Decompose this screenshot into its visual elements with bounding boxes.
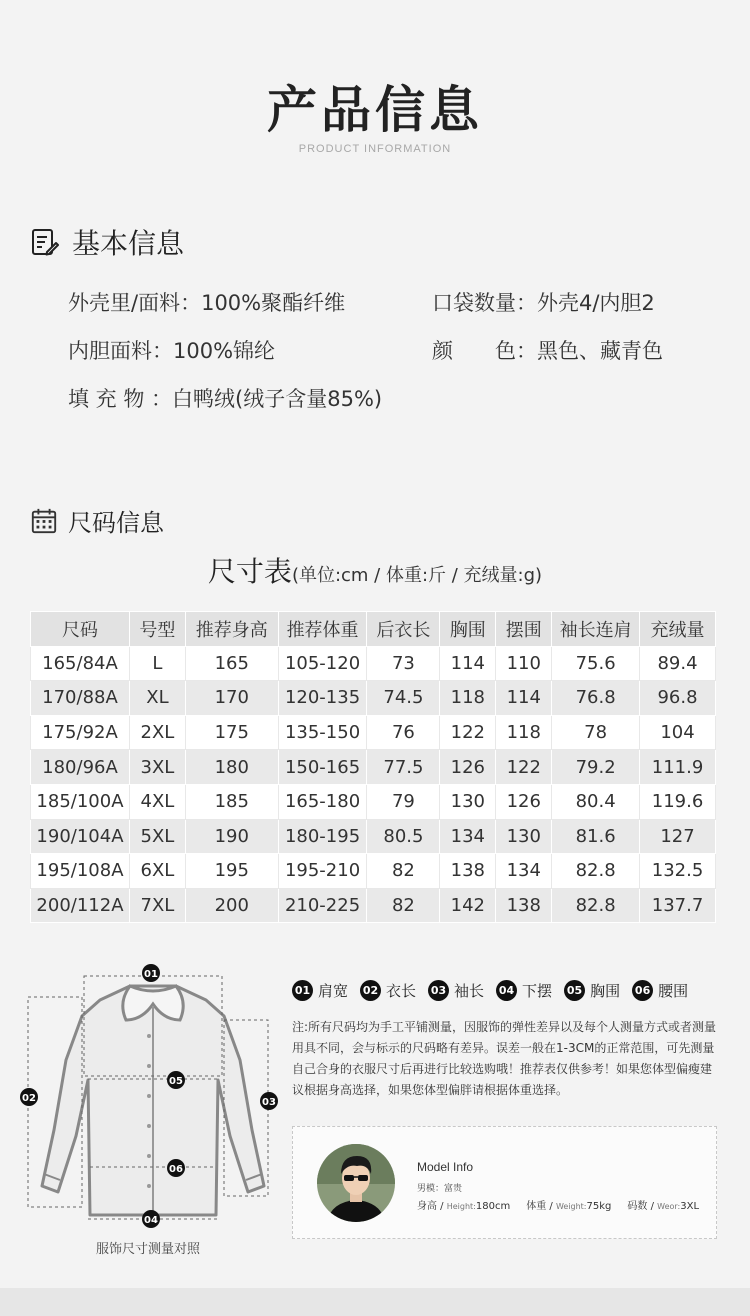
table-cell: 82 [367, 888, 440, 923]
marker-04 [142, 1210, 160, 1228]
table-cell: 110 [496, 646, 552, 681]
table-cell: 180-195 [278, 819, 367, 854]
table-cell: 130 [440, 784, 496, 819]
table-cell: 127 [640, 819, 716, 854]
table-cell: 122 [496, 750, 552, 785]
table-cell: 200/112A [31, 888, 130, 923]
marker-06 [167, 1159, 185, 1177]
marker-03 [260, 1092, 278, 1110]
table-cell: 6XL [129, 854, 185, 889]
lining-value: 100%锦纶 [173, 339, 276, 363]
table-cell: 170/88A [31, 681, 130, 716]
legend-item [632, 980, 688, 1001]
svg-text:03: 03 [262, 1097, 276, 1108]
filling-info [68, 383, 382, 413]
basic-info-heading [30, 222, 184, 262]
table-cell: 119.6 [640, 784, 716, 819]
legend-number: 03 [428, 980, 449, 1001]
marker-05 [167, 1071, 185, 1089]
model-info-title: Model Info [417, 1160, 474, 1174]
size-table-column-header: 号型 [129, 612, 185, 647]
table-cell: 7XL [129, 888, 185, 923]
filling-label: 填 充 物 ： [68, 387, 173, 411]
table-cell: 2XL [129, 715, 185, 750]
lining-label: 内胆面料： [68, 339, 173, 363]
page-title: 产品信息 [267, 81, 483, 139]
legend-item [428, 980, 484, 1001]
size-info-heading [30, 503, 164, 538]
table-cell: 195 [185, 854, 278, 889]
size-table-title [0, 550, 750, 590]
table-cell: 210-225 [278, 888, 367, 923]
table-cell: 185 [185, 784, 278, 819]
svg-text:04: 04 [144, 1215, 158, 1226]
measurement-legend [292, 980, 700, 1001]
table-cell: 96.8 [640, 681, 716, 716]
model-avatar [317, 1144, 395, 1222]
table-cell: 77.5 [367, 750, 440, 785]
legend-item [564, 980, 620, 1001]
table-cell: 195-210 [278, 854, 367, 889]
table-row [31, 646, 716, 681]
model-height-en: Height: [446, 1202, 476, 1211]
table-cell: 195/108A [31, 854, 130, 889]
size-table-column-header: 胸围 [440, 612, 496, 647]
page-subtitle: PRODUCT INFORMATION [298, 143, 452, 155]
model-weight-en: Weight: [555, 1202, 587, 1211]
table-cell: 180/96A [31, 750, 130, 785]
size-table-column-header: 推荐体重 [278, 612, 367, 647]
model-size-label: 码数 / [627, 1201, 658, 1212]
color-info [432, 335, 663, 365]
size-info-label: 尺码信息 [68, 509, 164, 537]
table-cell: 180 [185, 750, 278, 785]
table-cell: 82.8 [552, 888, 640, 923]
legend-item [360, 980, 416, 1001]
model-weight-label: 体重 / [526, 1201, 556, 1212]
legend-label: 胸围 [590, 982, 621, 1000]
table-cell: 81.6 [552, 819, 640, 854]
model-info-card [292, 1126, 717, 1239]
table-cell: 137.7 [640, 888, 716, 923]
table-cell: 138 [440, 854, 496, 889]
table-cell: 165-180 [278, 784, 367, 819]
table-cell: 175/92A [31, 715, 130, 750]
model-stats [417, 1197, 699, 1212]
calendar-icon [30, 507, 58, 535]
legend-number: 02 [360, 980, 381, 1001]
fabric-value: 100%聚酯纤维 [201, 291, 346, 315]
marker-02 [20, 1088, 38, 1106]
table-row [31, 715, 716, 750]
size-table-column-header: 后衣长 [367, 612, 440, 647]
table-cell: 82 [367, 854, 440, 889]
legend-number: 06 [632, 980, 653, 1001]
size-table-column-header: 推荐身高 [185, 612, 278, 647]
table-cell: 78 [552, 715, 640, 750]
table-cell: 135-150 [278, 715, 367, 750]
basic-info-label: 基本信息 [72, 227, 185, 260]
svg-text:06: 06 [169, 1164, 183, 1175]
table-cell: L [129, 646, 185, 681]
table-cell: 190 [185, 819, 278, 854]
legend-label: 下摆 [522, 982, 553, 1000]
model-weight-value: 75kg [586, 1201, 612, 1212]
table-cell: 150-165 [278, 750, 367, 785]
legend-label: 肩宽 [318, 982, 349, 1000]
table-cell: 118 [440, 681, 496, 716]
table-cell: 79 [367, 784, 440, 819]
legend-number: 04 [496, 980, 517, 1001]
table-cell: 114 [440, 646, 496, 681]
svg-text:05: 05 [169, 1076, 183, 1087]
size-table-column-header: 摆围 [496, 612, 552, 647]
table-cell: 200 [185, 888, 278, 923]
table-cell: 104 [640, 715, 716, 750]
table-cell: 76.8 [552, 681, 640, 716]
svg-text:02: 02 [22, 1093, 36, 1104]
table-cell: 79.2 [552, 750, 640, 785]
model-height-label: 身高 / [417, 1201, 447, 1212]
table-cell: 105-120 [278, 646, 367, 681]
legend-item [496, 980, 552, 1001]
table-row [31, 784, 716, 819]
legend-number: 01 [292, 980, 313, 1001]
size-table [30, 611, 716, 923]
model-height-value: 180cm [475, 1201, 511, 1212]
table-cell: 138 [496, 888, 552, 923]
table-cell: 76 [367, 715, 440, 750]
table-cell: 170 [185, 681, 278, 716]
table-cell: 134 [496, 854, 552, 889]
table-row [31, 888, 716, 923]
legend-item [292, 980, 348, 1001]
lining-info [68, 335, 275, 365]
size-table-column-header: 袖长连肩 [552, 612, 640, 647]
table-cell: 185/100A [31, 784, 130, 819]
diagram-caption: 服饰尺寸测量对照 [95, 1242, 200, 1257]
table-cell: 165/84A [31, 646, 130, 681]
table-cell: 165 [185, 646, 278, 681]
legend-label: 衣长 [386, 982, 417, 1000]
table-cell: 80.4 [552, 784, 640, 819]
table-cell: XL [129, 681, 185, 716]
legend-label: 腰围 [658, 982, 689, 1000]
filling-value: 白鸭绒(绒子含量85%) [172, 387, 383, 411]
table-cell: 122 [440, 715, 496, 750]
table-cell: 118 [496, 715, 552, 750]
table-cell: 80.5 [367, 819, 440, 854]
table-cell: 142 [440, 888, 496, 923]
table-row [31, 854, 716, 889]
bottom-band [0, 1288, 750, 1316]
table-cell: 89.4 [640, 646, 716, 681]
table-cell: 175 [185, 715, 278, 750]
legend-label: 袖长 [454, 982, 485, 1000]
table-cell: 74.5 [367, 681, 440, 716]
table-cell: 114 [496, 681, 552, 716]
pocket-value: 外壳4/内胆2 [537, 291, 655, 315]
size-table-body [31, 646, 716, 923]
table-row [31, 750, 716, 785]
table-cell: 4XL [129, 784, 185, 819]
fabric-label: 外壳里/面料： [68, 291, 202, 315]
measurement-note: 注:所有尺码均为手工平铺测量，因服饰的弹性差异以及每个人测量方式或者测量用具不同，会与标示的尺码略有差异。误差一般在1-3CM的正常范围，可先测量自己合身的衣服尺寸后再进行比较选购哦！推荐表仅供参考！如果您体型偏瘦建议根据身高选择，如果您体型偏胖请根据体重选择。 [292, 1020, 717, 1097]
document-edit-icon [30, 227, 60, 257]
color-value: 黑色、藏青色 [537, 339, 663, 363]
table-cell: 120-135 [278, 681, 367, 716]
table-row [31, 819, 716, 854]
table-cell: 75.6 [552, 646, 640, 681]
color-label: 颜 色： [432, 339, 537, 363]
fabric-info [68, 287, 345, 317]
size-table-column-header: 尺码 [31, 612, 130, 647]
table-row [31, 681, 716, 716]
model-size-en: Weor: [657, 1202, 681, 1211]
table-cell: 130 [496, 819, 552, 854]
model-size-value: 3XL [680, 1201, 700, 1212]
shirt-measurement-diagram [18, 960, 288, 1230]
pocket-label: 口袋数量： [432, 291, 537, 315]
size-table-column-header: 充绒量 [640, 612, 716, 647]
marker-01 [142, 964, 160, 982]
table-cell: 82.8 [552, 854, 640, 889]
table-cell: 73 [367, 646, 440, 681]
legend-number: 05 [564, 980, 585, 1001]
model-name: 男模：富贵 [417, 1184, 463, 1194]
table-cell: 5XL [129, 819, 185, 854]
table-cell: 126 [440, 750, 496, 785]
size-table-header [31, 612, 716, 647]
table-cell: 134 [440, 819, 496, 854]
table-cell: 111.9 [640, 750, 716, 785]
table-cell: 190/104A [31, 819, 130, 854]
size-table-title-main: 尺寸表 [207, 555, 292, 588]
pocket-info [432, 287, 655, 317]
table-cell: 126 [496, 784, 552, 819]
svg-text:01: 01 [144, 969, 158, 980]
size-table-units: (单位:cm / 体重:斤 / 充绒量:g) [291, 565, 543, 586]
table-cell: 132.5 [640, 854, 716, 889]
table-cell: 3XL [129, 750, 185, 785]
